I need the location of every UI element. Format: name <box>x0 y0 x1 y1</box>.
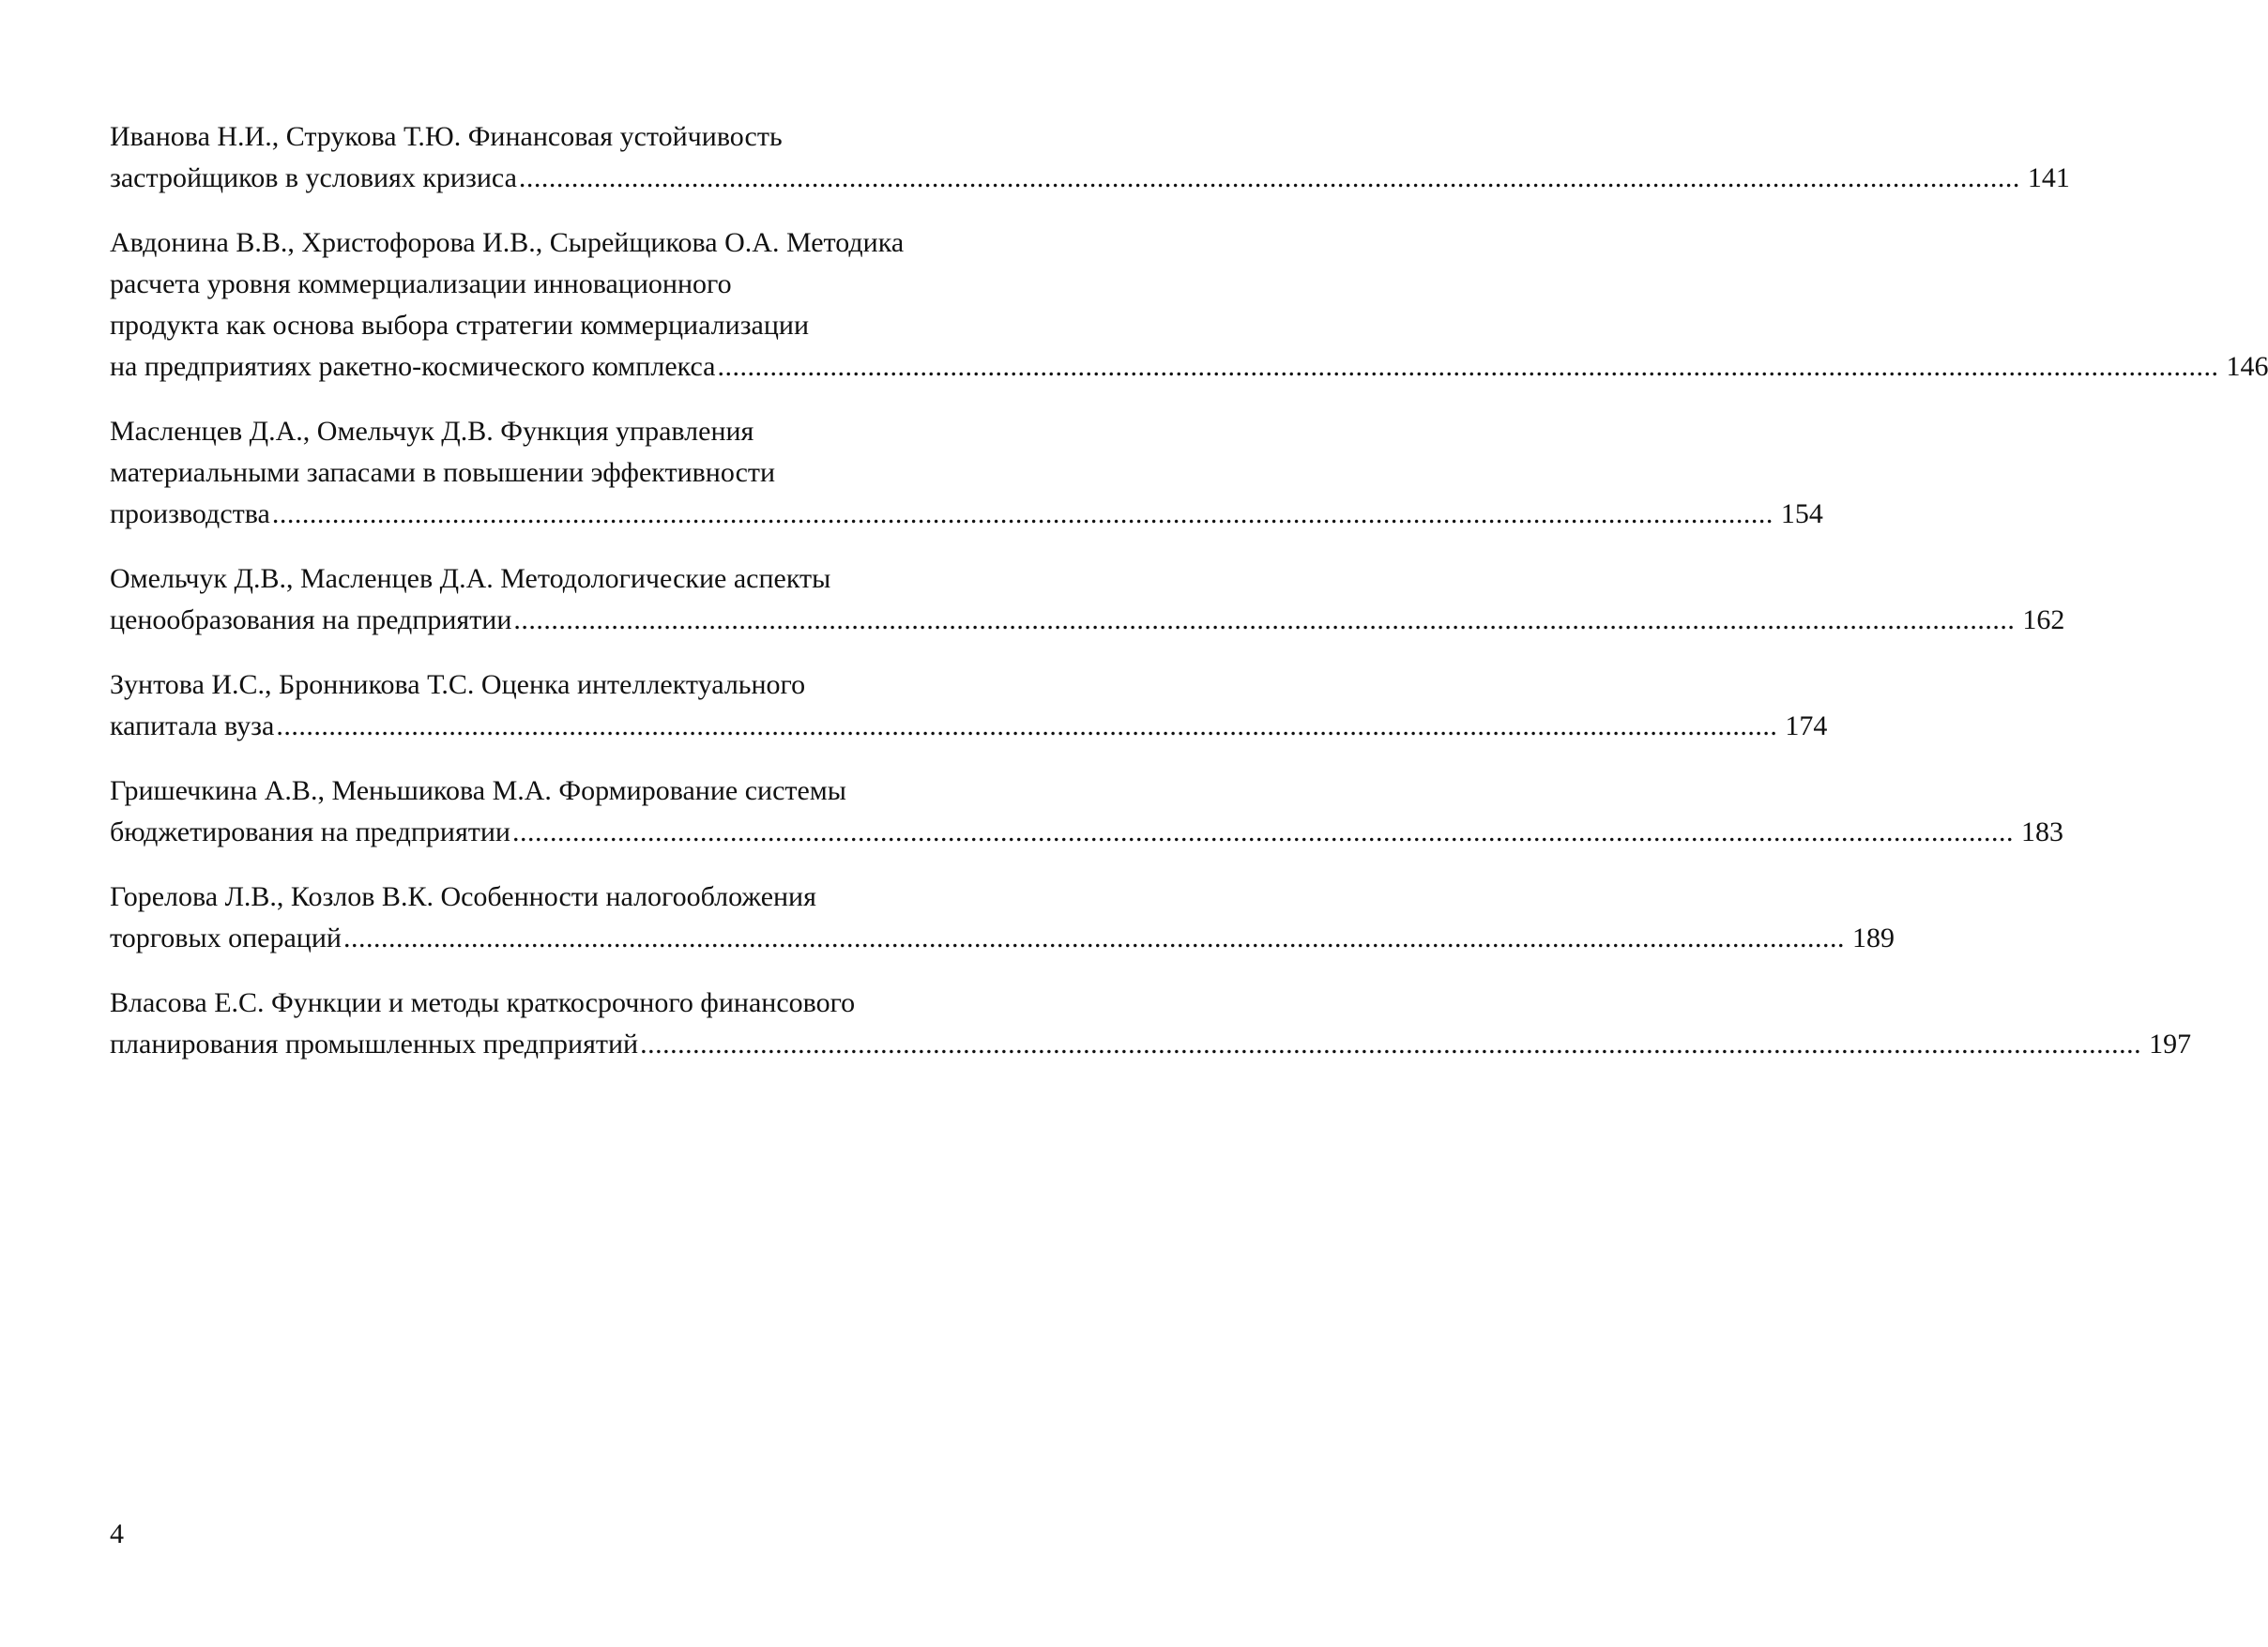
dot-leader: ........................................................................................................................................................................................................ <box>276 710 1778 741</box>
dot-leader: ........................................................................................................................................................................................................ <box>511 816 2014 847</box>
toc-entry-final-line <box>110 706 1828 747</box>
toc-entry <box>110 664 1828 747</box>
dot-leader: ........................................................................................................................................................................................................ <box>342 923 1845 953</box>
toc-page-number: 189 <box>1851 923 1895 953</box>
toc-entry-line: Масленцев Д.А., Омельчук Д.В. Функция управления <box>110 416 754 447</box>
toc-entry <box>110 116 2070 199</box>
dot-leader: ........................................................................................................................................................................................................ <box>271 498 1773 529</box>
toc-entry <box>110 558 2065 641</box>
toc-entry-final-line <box>110 346 2268 388</box>
page-number: 4 <box>110 1518 124 1549</box>
toc-entry-line: торговых операций <box>110 923 342 953</box>
dot-leader: ........................................................................................................................................................................................................ <box>518 162 2020 193</box>
toc-entry-final-line <box>110 1024 2192 1065</box>
table-of-contents <box>110 116 2268 1089</box>
toc-entry-line: Власова Е.С. Функции и методы краткосрочного финансового <box>110 987 856 1018</box>
toc-entry-line: Зунтова И.С., Бронникова Т.С. Оценка интеллектуального <box>110 669 806 700</box>
toc-entry <box>110 411 1823 535</box>
toc-page-number: 183 <box>2020 816 2063 847</box>
toc-entry-line: расчета уровня коммерциализации инновационного <box>110 268 732 299</box>
toc-page-number: 154 <box>1780 498 1823 529</box>
toc-entry-line: бюджетирования на предприятии <box>110 816 510 847</box>
toc-entry-line: производства <box>110 498 270 529</box>
toc-entry-line: Гришечкина А.В., Меньшикова М.А. Формирование системы <box>110 775 846 806</box>
toc-entry <box>110 222 2268 388</box>
toc-entry-line: ценообразования на предприятии <box>110 604 512 635</box>
toc-entry-line: продукта как основа выбора стратегии коммерциализации <box>110 310 810 341</box>
toc-entry <box>110 877 1895 959</box>
toc-entry-final-line <box>110 812 2063 853</box>
toc-entry-line: Омельчук Д.В., Масленцев Д.А. Методологические аспекты <box>110 563 831 594</box>
toc-entry <box>110 983 2192 1065</box>
toc-entry-final-line <box>110 494 1823 535</box>
toc-page-number: 174 <box>1785 710 1828 741</box>
toc-entry-line: материальными запасами в повышении эффективности <box>110 457 776 488</box>
toc-entry-line: Иванова Н.И., Струкова Т.Ю. Финансовая устойчивость <box>110 121 783 152</box>
dot-leader: ........................................................................................................................................................................................................ <box>717 351 2219 382</box>
toc-entry <box>110 770 2063 853</box>
toc-page-number: 146 <box>2226 351 2268 382</box>
dot-leader: ........................................................................................................................................................................................................ <box>513 604 2016 635</box>
toc-entry-line: планирования промышленных предприятий <box>110 1029 639 1060</box>
toc-page-number: 197 <box>2149 1029 2192 1060</box>
toc-entry-line: застройщиков в условиях кризиса <box>110 162 517 193</box>
toc-entry-final-line <box>110 600 2065 641</box>
toc-entry-line: Авдонина В.В., Христофорова И.В., Сырейщикова О.А. Методика <box>110 227 905 258</box>
toc-page-number: 141 <box>2027 162 2070 193</box>
toc-page-number: 162 <box>2022 604 2065 635</box>
toc-entry-line: на предприятиях ракетно-космического комплекса <box>110 351 716 382</box>
toc-entry-final-line <box>110 918 1895 959</box>
dot-leader: ........................................................................................................................................................................................................ <box>640 1029 2142 1060</box>
toc-entry-final-line <box>110 158 2070 199</box>
toc-entry-line: капитала вуза <box>110 710 275 741</box>
toc-entry-line: Горелова Л.В., Козлов В.К. Особенности налогообложения <box>110 881 816 912</box>
